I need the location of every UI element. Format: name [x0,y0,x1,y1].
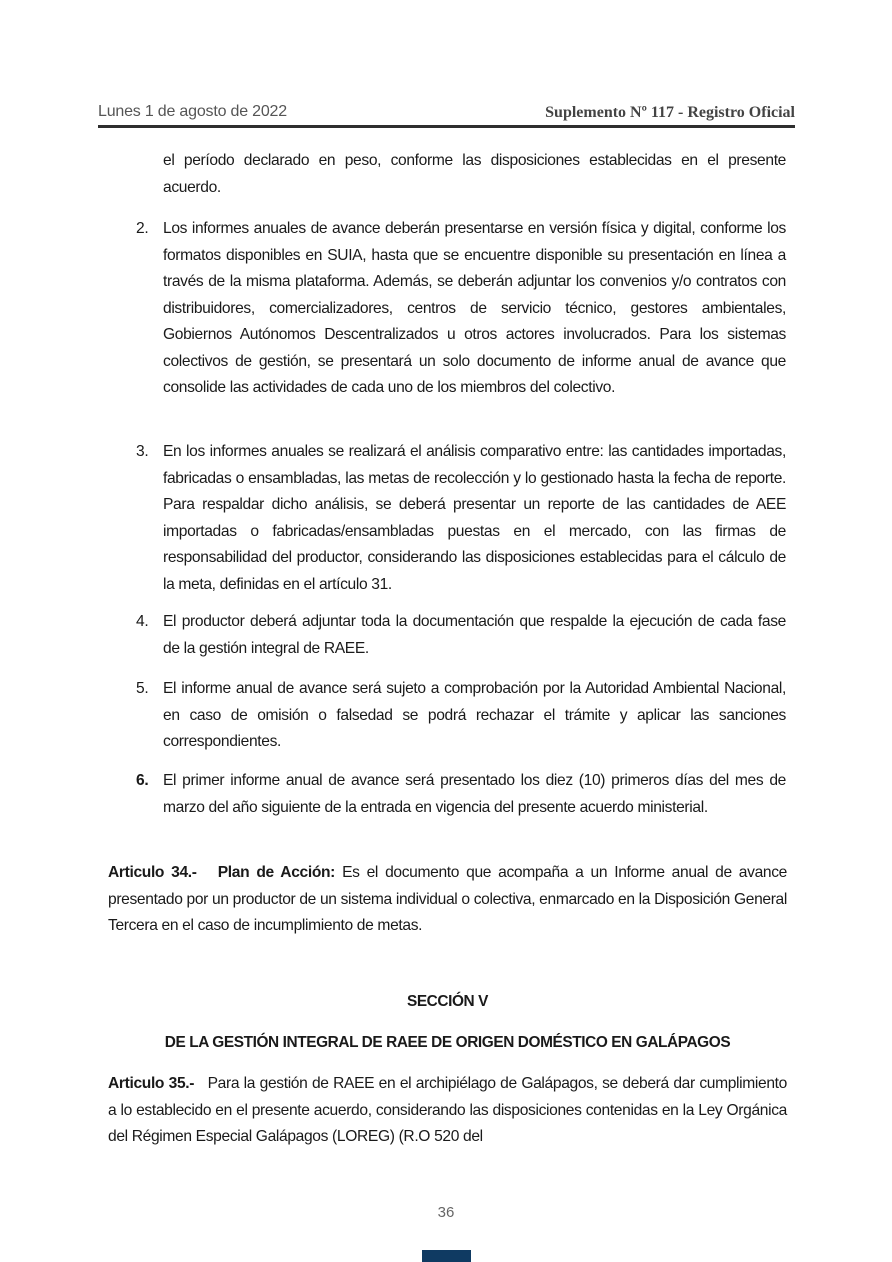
list-item-number: 2. [136,220,149,237]
list-item-number: 3. [136,443,149,460]
footer-bar [422,1250,471,1262]
continuation-paragraph: el período declarado en peso, conforme las disposiciones establecidas en el presente acuerdo. [163,152,786,196]
list-item [136,439,786,598]
list-item-text: El primer informe anual de avance será presentado los diez (10) primeros días del mes de marzo del año siguiente de la entrada en vigencia del presente acuerdo ministerial. [163,772,786,816]
list-item-text: El productor deberá adjuntar toda la documentación que respalde la ejecución de cada fase de la gestión integral de RAEE. [163,613,786,657]
section-number: SECCIÓN V [406,993,489,1010]
header-date: Lunes 1 de agosto de 2022 [98,103,287,120]
list-item-number: 5. [136,680,149,697]
article-35-label: Articulo 35.- [108,1075,195,1092]
list-item [136,768,786,821]
article-34-label: Articulo 34.- [108,864,197,881]
list-item-text: Los informes anuales de avance deberán presentarse en versión física y digital, conforme los formatos disponibles en SUIA, hasta que se encuentre disponible su presentación en línea a través de la misma plataforma. Además, se deberán adjuntar los convenios y/o contratos con distribuidores, comercializadores, centros de servicio técnico, gestores ambientales, Gobiernos Autónomos Descentralizados u otros actores involucrados. Para los sistemas colectivos de gestión, se presentará un solo documento de informe anual de avance que consolide las actividades de cada uno de los miembros del colectivo. [163,220,786,396]
list-item [136,609,786,662]
page-header [98,103,795,125]
article-34 [108,860,787,940]
list-item-number: 6. [136,772,149,789]
list-item-text: En los informes anuales se realizará el análisis comparativo entre: las cantidades importadas, fabricadas o ensambladas, las metas de recolección y lo gestionado hasta la fecha de reporte. Para respaldar dicho análisis, se deberá presentar un reporte de las cantidades de AEE importadas o fabricadas/ensambladas puestas en el mercado, con las firmas de responsabilidad del productor, considerando las disposiciones establecidas para el cálculo de la meta, definidas en el artículo 31. [163,443,786,593]
page-number: 36 [437,1204,455,1221]
header-publication: Suplemento Nº 117 - Registro Oficial [545,104,795,121]
article-34-text: Es el documento que acompaña a un Informe anual de avance presentado por un productor de un sistema individual o colectiva, enmarcado en la Disposición General Tercera en el caso de incumplimiento de metas. [108,864,787,934]
list-item [136,676,786,756]
article-35-text: Para la gestión de RAEE en el archipiélago de Galápagos, se deberá dar cumplimiento a lo establecido en el presente acuerdo, considerando las disposiciones contenidas en la Ley Orgánica del Régimen Especial Galápagos (LOREG) (R.O 520 del [108,1075,787,1145]
article-35 [108,1071,787,1151]
header-rule [98,125,795,128]
list-item-number: 4. [136,613,149,630]
section-title: DE LA GESTIÓN INTEGRAL DE RAEE DE ORIGEN DOMÉSTICO EN GALÁPAGOS [164,1034,731,1051]
article-34-heading: Plan de Acción: [217,864,336,881]
list-item-text: El informe anual de avance será sujeto a comprobación por la Autoridad Ambiental Nacional, en caso de omisión o falsedad se podrá rechazar el trámite y aplicar las sanciones correspondientes. [163,680,786,750]
list-item [136,216,786,402]
